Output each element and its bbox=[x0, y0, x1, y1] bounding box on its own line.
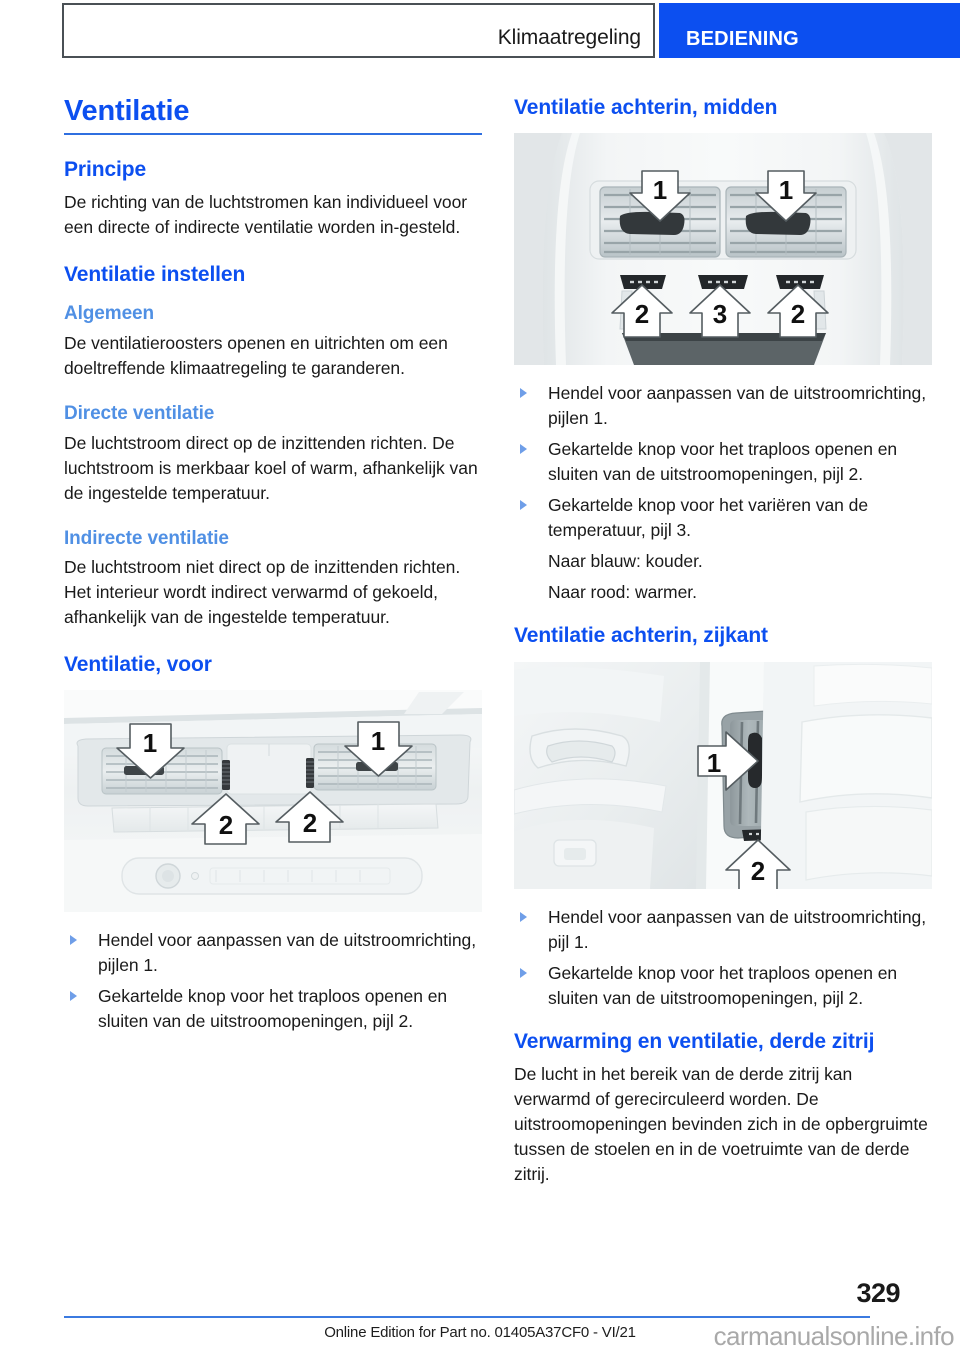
list-item bbox=[514, 381, 932, 431]
footer-edition-text: Online Edition for Part no. 01405A37CF0 - VI/21 bbox=[324, 1324, 636, 1341]
header-section-label: BEDIENING bbox=[686, 28, 799, 50]
heading-ventilatie-achterin-midden: Ventilatie achterin, midden bbox=[514, 96, 778, 119]
list-item-text: Hendel voor aanpassen van de uitstroomrichting, pijlen 1. bbox=[98, 929, 477, 975]
figure-front-ventilation bbox=[64, 690, 482, 912]
triangle-bullet-icon bbox=[70, 991, 77, 1001]
heading-verwarming-ventilatie-derde-zitrij: Verwarming en ventilatie, derde zitrij bbox=[514, 1029, 875, 1053]
list-item-text: Gekartelde knop voor het traploos openen en sluiten van de uitstroomopeningen, pijl 2. bbox=[98, 985, 448, 1031]
list-item bbox=[514, 493, 932, 543]
figure-rear-side-ventilation bbox=[514, 662, 932, 889]
page-number: 329 bbox=[856, 1278, 900, 1308]
list-item bbox=[64, 984, 482, 1034]
svg-text:1: 1 bbox=[142, 727, 158, 758]
title-rule bbox=[64, 133, 482, 135]
list-item-text: Gekartelde knop voor het traploos openen en sluiten van de uitstroomopeningen, pijl 2. bbox=[548, 439, 898, 485]
list-item-sub bbox=[514, 549, 932, 574]
footer-rule bbox=[64, 1316, 870, 1318]
heading-ventilatie-achterin-zijkant: Ventilatie achterin, zijkant bbox=[514, 624, 768, 648]
svg-text:2: 2 bbox=[634, 299, 650, 330]
triangle-bullet-icon bbox=[520, 388, 527, 398]
svg-text:1: 1 bbox=[652, 175, 668, 206]
front-ventilation-illustration bbox=[64, 690, 482, 912]
list-item-text: Gekartelde knop voor het traploos openen en sluiten van de uitstroomopeningen, pijl 2. bbox=[548, 962, 898, 1008]
heading-principe: Principe bbox=[64, 158, 147, 182]
svg-text:1: 1 bbox=[370, 725, 386, 756]
header-chapter-label: Klimaatregeling bbox=[497, 26, 641, 49]
triangle-bullet-icon bbox=[520, 500, 527, 510]
list-item bbox=[514, 905, 932, 955]
list-item bbox=[514, 961, 932, 1011]
header-section-banner bbox=[659, 3, 960, 58]
paragraph-indirecte-ventilatie: De luchtstroom niet direct op de inzittenden richten. Het interieur wordt indirect verwarmd of gekoeld, afhankelijk van de ingestelde temperatuur. bbox=[64, 557, 461, 628]
left-column bbox=[64, 95, 482, 1052]
page-header bbox=[0, 0, 960, 62]
svg-text:1: 1 bbox=[778, 175, 794, 206]
bullet-list-rear-middle bbox=[514, 381, 932, 605]
figure-rear-middle-ventilation bbox=[514, 133, 932, 365]
svg-text:2: 2 bbox=[790, 299, 806, 330]
svg-text:2: 2 bbox=[218, 809, 234, 840]
list-item-text: Hendel voor aanpassen van de uitstroomrichting, pijlen 1. bbox=[548, 383, 927, 429]
list-item-text: Naar blauw: kouder. bbox=[548, 551, 703, 572]
triangle-bullet-icon bbox=[70, 935, 77, 945]
svg-text:3: 3 bbox=[712, 299, 728, 330]
subheading-indirecte-ventilatie: Indirecte ventilatie bbox=[64, 527, 229, 549]
paragraph-directe-ventilatie: De luchtstroom direct op de inzittenden richten. De luchtstroom is merkbaar koel of warm, afhankelijk van de ingestelde temperatuur. bbox=[64, 432, 478, 503]
triangle-bullet-icon bbox=[520, 912, 527, 922]
list-item-text: Hendel voor aanpassen van de uitstroomrichting, pijl 1. bbox=[548, 906, 927, 952]
right-column bbox=[514, 95, 932, 1209]
paragraph-algemeen: De ventilatieroosters openen en uitrichten om een doeltreffende klimaatregeling te garanderen. bbox=[64, 332, 448, 378]
svg-text:1: 1 bbox=[706, 747, 722, 778]
watermark-text: carmanualsonline.info bbox=[713, 1321, 954, 1351]
bullet-list-rear-side bbox=[514, 905, 932, 1011]
subheading-algemeen: Algemeen bbox=[64, 302, 155, 324]
svg-text:2: 2 bbox=[750, 855, 766, 886]
subheading-directe-ventilatie: Directe ventilatie bbox=[64, 402, 215, 424]
rear-side-ventilation-illustration bbox=[514, 662, 932, 889]
list-item-sub bbox=[514, 580, 932, 605]
list-item-text: Naar rood: warmer. bbox=[548, 582, 697, 603]
paragraph-principe: De richting van de luchtstromen kan individueel voor een directe of indirecte ventilatie worden in-gesteld. bbox=[64, 191, 468, 237]
paragraph-derde-zitrij: De lucht in het bereik van de derde zitrij kan verwarmd of gerecirculeerd worden. De uitstroomopeningen bevinden zich in de opbergruimte tussen de stoelen en in de voetruimte van de derde zitrij. bbox=[514, 1063, 928, 1184]
header-chapter-box bbox=[62, 3, 655, 58]
page-footer bbox=[0, 1272, 960, 1362]
bullet-list-front bbox=[64, 928, 482, 1034]
list-item-text: Gekartelde knop voor het variëren van de temperatuur, pijl 3. bbox=[548, 495, 868, 541]
triangle-bullet-icon bbox=[520, 444, 527, 454]
svg-text:2: 2 bbox=[302, 807, 318, 838]
rear-middle-ventilation-illustration bbox=[514, 133, 932, 365]
list-item bbox=[64, 928, 482, 978]
page-title: Ventilatie bbox=[64, 95, 190, 127]
triangle-bullet-icon bbox=[520, 968, 527, 978]
heading-ventilatie-instellen: Ventilatie instellen bbox=[64, 262, 246, 286]
heading-ventilatie-voor: Ventilatie, voor bbox=[64, 653, 212, 677]
list-item bbox=[514, 437, 932, 487]
